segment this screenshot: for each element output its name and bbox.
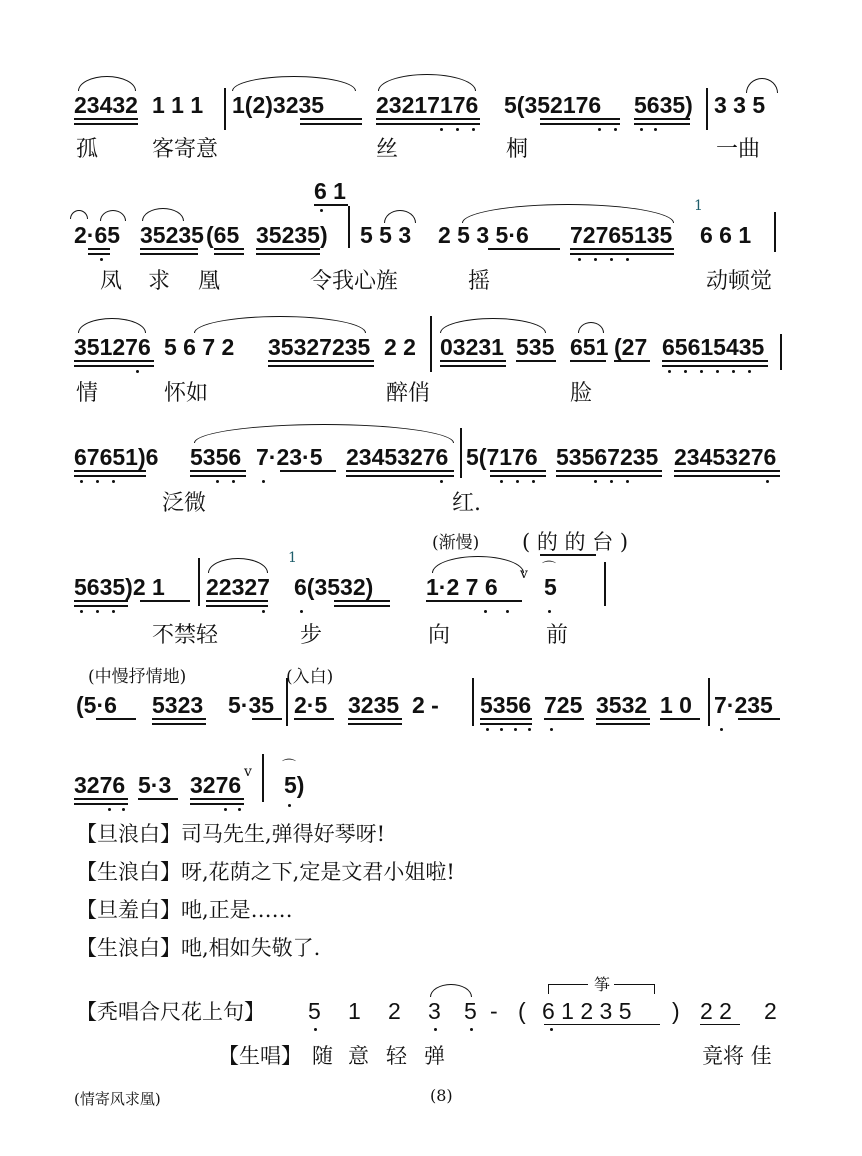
lyric: 步	[300, 623, 323, 648]
note-group: 3235	[348, 692, 400, 718]
octave-dot	[80, 480, 83, 483]
slur	[378, 74, 476, 91]
underline	[206, 605, 268, 607]
underline	[596, 723, 650, 725]
octave-dot	[112, 480, 115, 483]
octave-dot	[500, 728, 503, 731]
octave-dot	[136, 370, 139, 373]
underline	[74, 600, 128, 602]
underline	[300, 118, 362, 120]
note-group: 2·65	[74, 222, 121, 248]
note-group: 5 5 3	[360, 222, 412, 248]
note-group: 35235)	[256, 222, 328, 248]
underline	[252, 718, 282, 720]
underline	[426, 600, 522, 602]
note-group: 2 -	[412, 692, 439, 718]
note-group: 6(3532)	[294, 574, 374, 600]
octave-dot	[700, 370, 703, 373]
note: 2	[388, 998, 401, 1024]
underline	[376, 118, 480, 120]
note: (	[518, 998, 526, 1024]
footer-title: (情寄风求凰)	[74, 1090, 161, 1108]
underline	[540, 123, 620, 125]
octave-dot	[80, 610, 83, 613]
underline	[300, 123, 362, 125]
underline	[74, 365, 154, 367]
lyric: 意	[348, 1044, 369, 1068]
octave-dot	[434, 1028, 437, 1031]
slur	[430, 984, 472, 997]
note: -	[490, 998, 498, 1024]
note-group: 1 0	[660, 692, 692, 718]
underline	[540, 118, 620, 120]
octave-dot	[748, 370, 751, 373]
barline	[224, 88, 226, 130]
underline	[490, 475, 546, 477]
underline	[660, 718, 700, 720]
tempo-marking: (中慢抒情地)	[88, 667, 187, 687]
octave-dot	[598, 128, 601, 131]
underline	[570, 253, 674, 255]
note: 3	[428, 998, 441, 1024]
bracket-line	[614, 984, 654, 985]
underline	[74, 475, 146, 477]
underline	[516, 360, 556, 362]
note-group: (5·6	[76, 692, 117, 718]
octave-dot	[532, 480, 535, 483]
octave-dot	[100, 258, 103, 261]
sing-label: 【生唱】	[218, 1044, 302, 1068]
note-group: 6 1	[314, 178, 346, 204]
underline	[74, 118, 138, 120]
underline	[140, 600, 190, 602]
barline	[706, 88, 708, 130]
note-group: 2 2	[384, 334, 416, 360]
system-6	[0, 658, 862, 748]
underline	[214, 253, 244, 255]
octave-dot	[610, 480, 613, 483]
underline	[152, 723, 206, 725]
underline	[738, 718, 780, 720]
underline	[570, 360, 606, 362]
octave-dot	[528, 728, 531, 731]
octave-dot	[594, 480, 597, 483]
octave-dot	[96, 610, 99, 613]
note-group: 2·5	[294, 692, 328, 718]
note: 5	[464, 998, 477, 1024]
octave-dot	[732, 370, 735, 373]
system-2	[0, 178, 862, 293]
note-group: 5(352176	[504, 92, 602, 118]
barline	[460, 428, 462, 478]
octave-dot	[578, 258, 581, 261]
underline	[256, 248, 320, 250]
octave-dot	[314, 1028, 317, 1031]
octave-dot	[96, 480, 99, 483]
underline	[614, 360, 650, 362]
lyric: 向	[428, 623, 451, 648]
lyric: 醉俏	[386, 381, 431, 406]
slur	[208, 558, 268, 573]
note-group: 6 1 2 3 5	[542, 998, 632, 1024]
dialogue-line: 【生浪白】吔,相如失敬了.	[76, 936, 321, 960]
octave-dot	[550, 728, 553, 731]
octave-dot	[500, 480, 503, 483]
breath-mark: v	[244, 764, 252, 780]
breath-mark: v	[520, 566, 528, 582]
slur	[578, 322, 604, 333]
octave-dot	[472, 128, 475, 131]
underline	[268, 360, 374, 362]
lyric: 求	[148, 269, 171, 294]
octave-dot	[112, 610, 115, 613]
lyric: 凰	[198, 269, 221, 294]
slur	[194, 316, 366, 333]
octave-dot	[716, 370, 719, 373]
note-group: 3276	[74, 772, 126, 798]
slur	[142, 208, 184, 221]
underline	[190, 803, 244, 805]
underline	[74, 798, 128, 800]
underline	[662, 360, 768, 362]
lyric: 桐	[506, 137, 529, 162]
octave-dot	[470, 1028, 473, 1031]
underline	[376, 123, 480, 125]
octave-dot	[514, 728, 517, 731]
note-group: 23432	[74, 92, 138, 118]
octave-dot	[440, 128, 443, 131]
underline	[74, 605, 128, 607]
grace-note: 1	[288, 550, 297, 566]
octave-dot	[484, 610, 487, 613]
note-group: 725	[544, 692, 583, 718]
underline	[440, 365, 506, 367]
underline	[294, 718, 334, 720]
slur	[70, 210, 88, 219]
underline	[74, 803, 128, 805]
octave-dot	[720, 728, 723, 731]
octave-dot	[224, 808, 227, 811]
fermata: ⌒	[542, 561, 556, 577]
note-group: 67651)6	[74, 444, 159, 470]
octave-dot	[640, 128, 643, 131]
note-group: 23217176	[376, 92, 479, 118]
underline	[214, 248, 244, 250]
slur	[232, 76, 356, 91]
octave-dot	[262, 480, 265, 483]
underline	[334, 605, 390, 607]
note-group: 23453276	[346, 444, 449, 470]
underline	[74, 470, 146, 472]
octave-dot	[216, 480, 219, 483]
note-group: 5 6 7 2	[164, 334, 235, 360]
barline	[286, 678, 288, 726]
underline	[190, 475, 246, 477]
note-group: 03231	[440, 334, 504, 360]
underline	[480, 718, 532, 720]
note-group: 5635)2 1	[74, 574, 165, 600]
note-group: 35235	[140, 222, 204, 248]
underline	[490, 470, 546, 472]
barline	[780, 334, 782, 370]
underline	[596, 718, 650, 720]
underline	[206, 600, 268, 602]
underline	[334, 600, 390, 602]
octave-dot	[614, 128, 617, 131]
octave-dot	[288, 804, 291, 807]
barline	[604, 562, 606, 606]
note-group: 5635)	[634, 92, 693, 118]
lyric: 孤	[76, 137, 99, 162]
octave-dot	[122, 808, 125, 811]
note-group: 7·235	[714, 692, 773, 718]
underline	[74, 360, 154, 362]
lyric: 竟将 佳	[702, 1044, 772, 1068]
underline	[256, 253, 320, 255]
underline	[348, 723, 402, 725]
note-group: 2 2	[700, 998, 732, 1024]
note: )	[672, 998, 680, 1024]
note-group: 5323	[152, 692, 204, 718]
slur	[432, 556, 524, 573]
underline	[152, 718, 206, 720]
octave-dot	[550, 1028, 553, 1031]
slur	[78, 76, 136, 91]
slur	[440, 318, 546, 333]
lyric: 丝	[376, 137, 399, 162]
octave-dot	[654, 128, 657, 131]
underline	[556, 470, 662, 472]
octave-dot	[320, 209, 323, 212]
note: 5	[308, 998, 321, 1024]
note-group: 5·35	[228, 692, 275, 718]
dialogue-line: 【生浪白】呀,花荫之下,定是文君小姐啦!	[76, 860, 455, 884]
underline	[140, 248, 198, 250]
bracket-syllables: ( 的 的 台 )	[522, 530, 629, 554]
barline	[472, 678, 474, 726]
section-heading: 【秃唱合尺花上句】	[76, 1000, 265, 1024]
octave-dot	[456, 128, 459, 131]
note-group: 535	[516, 334, 555, 360]
note: 2	[764, 998, 777, 1024]
octave-dot	[548, 610, 551, 613]
note-group: 65615435	[662, 334, 765, 360]
octave-dot	[440, 480, 443, 483]
underline	[140, 253, 198, 255]
octave-dot	[594, 258, 597, 261]
slur	[78, 318, 146, 333]
note-group: 7·23·5	[256, 444, 323, 470]
octave-dot	[626, 258, 629, 261]
system-7	[0, 752, 862, 812]
note-group: 53567235	[556, 444, 659, 470]
tempo-marking: (入白)	[286, 667, 334, 687]
octave-dot	[238, 808, 241, 811]
note: 1	[348, 998, 361, 1024]
octave-dot	[108, 808, 111, 811]
underline	[190, 470, 246, 472]
lyric: 脸	[570, 381, 593, 406]
underline	[346, 475, 454, 477]
barline	[198, 558, 200, 606]
underline	[440, 360, 506, 362]
octave-dot	[516, 480, 519, 483]
note-group: 23453276	[674, 444, 777, 470]
underline	[88, 248, 110, 250]
slur	[194, 424, 454, 443]
note-group: 72765135	[570, 222, 673, 248]
lyric: 一曲	[716, 137, 761, 162]
octave-dot	[300, 610, 303, 613]
note-group: 5	[544, 574, 557, 600]
instrument-label: 筝	[594, 975, 611, 994]
note-group: 5(7176	[466, 444, 538, 470]
note-group: 3276	[190, 772, 242, 798]
slur	[462, 204, 674, 223]
note-group: 1·2 7 6	[426, 574, 498, 600]
octave-dot	[626, 480, 629, 483]
system-5	[0, 522, 862, 647]
bracket-end	[548, 984, 549, 994]
note-group: 22327	[206, 574, 270, 600]
note-group: 5356	[190, 444, 242, 470]
underline	[74, 123, 138, 125]
barline	[348, 206, 350, 248]
underline	[570, 248, 674, 250]
grace-note: 1	[694, 198, 703, 214]
lyric: 情	[76, 381, 99, 406]
underline	[348, 718, 402, 720]
underline	[556, 475, 662, 477]
octave-dot	[610, 258, 613, 261]
system-4	[0, 418, 862, 518]
underline	[674, 470, 780, 472]
octave-dot	[506, 610, 509, 613]
underline	[700, 1024, 740, 1025]
system-3	[0, 312, 862, 407]
lyric: 泛微	[162, 491, 207, 516]
note-group: 651	[570, 334, 609, 360]
page-number: (8)	[430, 1086, 453, 1105]
final-section	[0, 970, 862, 1080]
octave-dot	[232, 480, 235, 483]
dialogue-line: 【旦浪白】司马先生,弹得好琴呀!	[76, 822, 386, 846]
note-group: (27	[614, 334, 648, 360]
tempo-marking: (渐慢)	[432, 533, 480, 553]
lyric: 怀如	[164, 381, 209, 406]
lyric: 凤	[100, 269, 123, 294]
underline	[88, 253, 110, 255]
bracket-end	[654, 984, 655, 994]
barline	[430, 316, 432, 372]
bracket-line	[548, 984, 588, 985]
note-group: 3 3 5	[714, 92, 766, 118]
underline	[480, 723, 532, 725]
octave-dot	[684, 370, 687, 373]
note-group: 1 1 1	[152, 92, 204, 118]
lyric: 弹	[424, 1044, 445, 1068]
underline	[634, 123, 690, 125]
lyric: 前	[546, 623, 569, 648]
underline	[190, 798, 244, 800]
octave-dot	[262, 610, 265, 613]
system-1	[0, 70, 862, 165]
note-group: 5356	[480, 692, 532, 718]
underline	[268, 365, 374, 367]
underline	[488, 248, 560, 250]
dialogue-line: 【旦羞白】吔,正是……	[76, 898, 293, 922]
underline	[544, 718, 584, 720]
note-group: 6 6 1	[700, 222, 752, 248]
lyric: 客寄意	[152, 137, 219, 162]
barline	[262, 754, 264, 802]
slur	[746, 78, 778, 93]
underline	[540, 554, 596, 556]
slur	[100, 210, 126, 221]
underline	[346, 470, 454, 472]
underline	[280, 470, 336, 472]
fermata: ⌒	[282, 759, 296, 775]
note-group: (65	[206, 222, 240, 248]
note-group: 351276	[74, 334, 151, 360]
note-group: 5)	[284, 772, 305, 798]
octave-dot	[486, 728, 489, 731]
underline	[544, 1024, 660, 1025]
note-group: 35327235	[268, 334, 371, 360]
lyric: 动顿觉	[706, 269, 773, 294]
note-group: 3532	[596, 692, 648, 718]
note-group: 5·3	[138, 772, 172, 798]
lyric: 红.	[452, 491, 481, 516]
underline	[96, 718, 136, 720]
underline	[138, 798, 178, 800]
underline	[674, 475, 780, 477]
note-group: 1(2)3235	[232, 92, 325, 118]
barline	[708, 678, 710, 726]
underline	[314, 204, 348, 206]
lyric: 摇	[468, 269, 491, 294]
lyric: 不禁轻	[152, 623, 219, 648]
octave-dot	[668, 370, 671, 373]
barline	[774, 212, 776, 252]
lyric: 随	[312, 1044, 333, 1068]
lyric: 轻	[386, 1044, 407, 1068]
underline	[662, 365, 768, 367]
octave-dot	[766, 480, 769, 483]
lyric: 令我心旌	[310, 269, 399, 294]
note-group: 2 5 3 5·6	[438, 222, 529, 248]
underline	[634, 118, 690, 120]
